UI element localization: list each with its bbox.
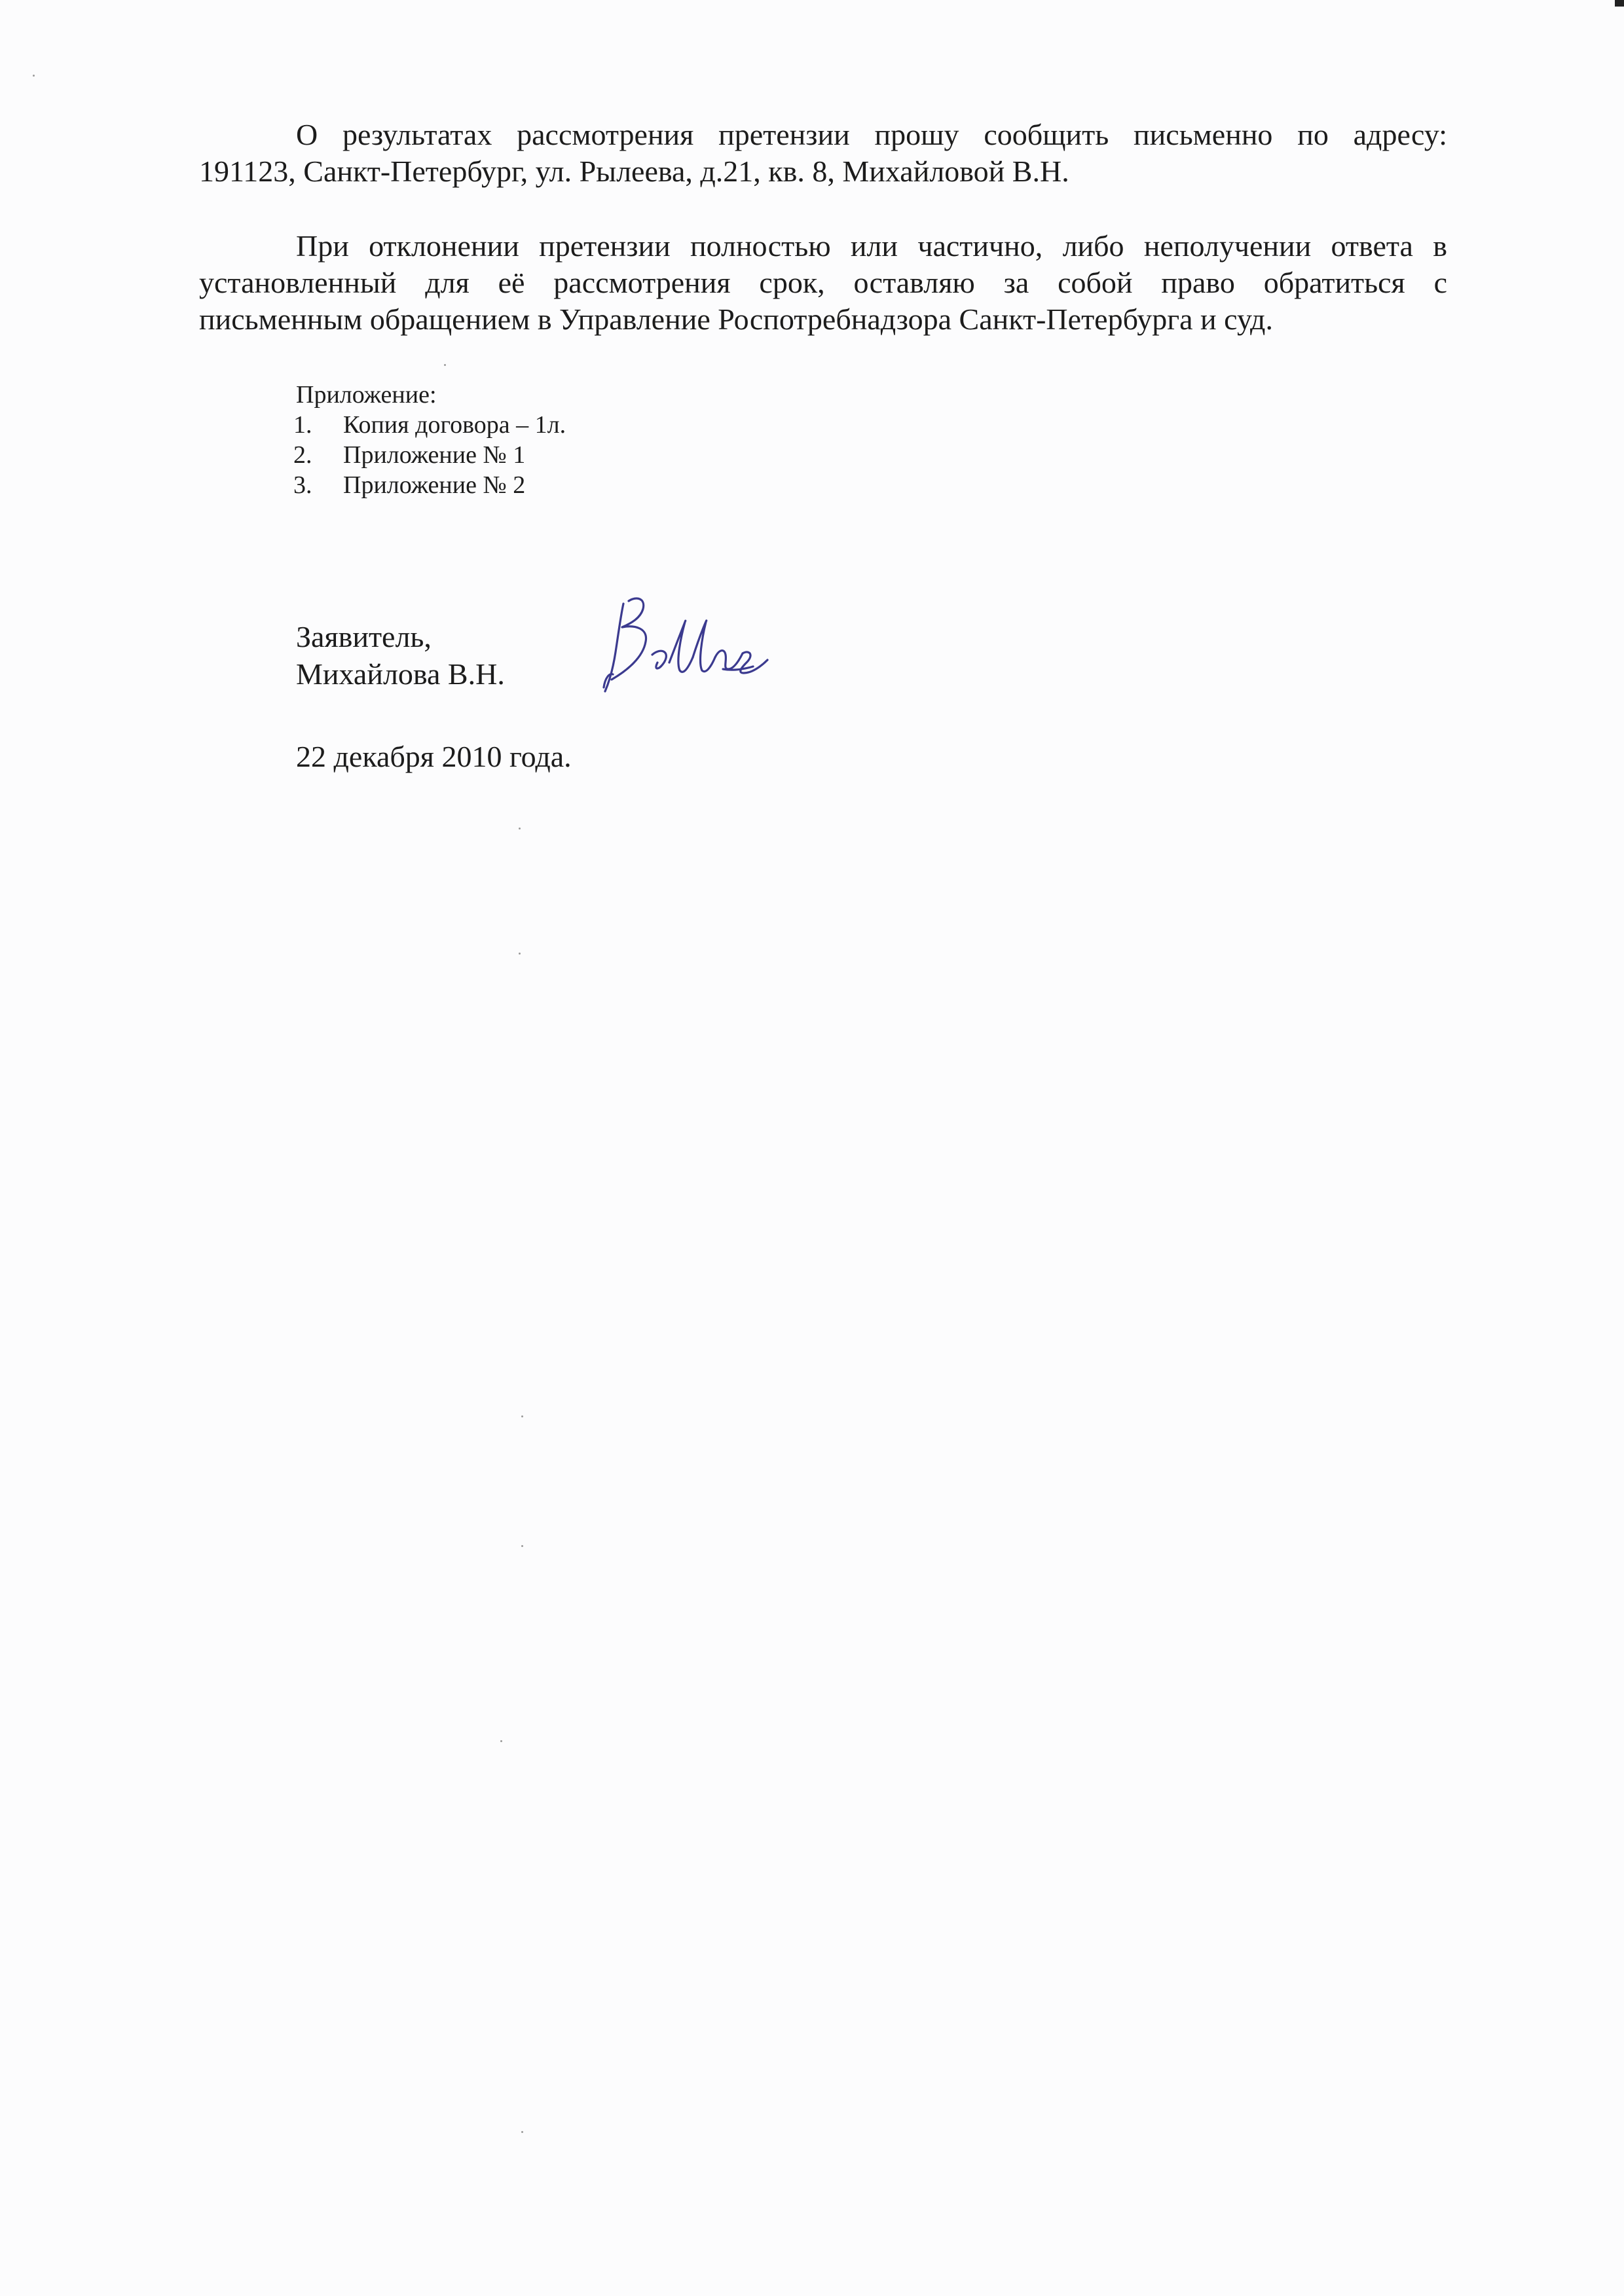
list-item-number: 3. (293, 471, 312, 499)
scan-speck (521, 2131, 523, 2133)
scan-speck (519, 953, 521, 955)
appendix-list (293, 380, 568, 500)
list-item-text: Приложение № 2 (343, 471, 526, 499)
list-item (293, 440, 566, 470)
paragraph-response-address (199, 117, 1447, 190)
scan-speck (519, 828, 521, 829)
paragraph-rejection-rights (199, 228, 1447, 338)
list-item-text: Копия договора – 1л. (343, 411, 566, 439)
list-item-number: 1. (293, 411, 312, 439)
paragraph-line: 191123, Санкт-Петербург, ул. Рылеева, д.21, кв. 8, Михайловой В.Н. (199, 155, 1069, 188)
paragraph-line: письменным обращением в Управление Роспотребнадзора Санкт-Петербурга и суд. (199, 302, 1273, 336)
applicant-name: Михайлова В.Н. (296, 657, 505, 691)
paragraph-line: О результатах рассмотрения претензии прошу сообщить письменно по адресу: (296, 118, 1447, 151)
applicant-block (296, 618, 505, 693)
paragraph-line: установленный для её рассмотрения срок, оставляю за собой право обратиться с (199, 266, 1447, 299)
applicant-role: Заявитель, (296, 620, 432, 653)
handwritten-signature (589, 589, 773, 701)
scan-speck (521, 1545, 523, 1547)
appendix-items (293, 410, 566, 500)
scan-speck (444, 364, 446, 366)
list-item-number: 2. (293, 441, 312, 469)
scan-corner-mark (1615, 0, 1624, 7)
list-item (293, 410, 566, 440)
appendix-title: Приложение: (296, 381, 437, 409)
list-item (293, 470, 566, 500)
scan-speck (500, 1740, 502, 1742)
scan-speck (521, 1415, 523, 1417)
paragraph-line: При отклонении претензии полностью или частично, либо неполучении ответа в (296, 229, 1447, 263)
list-item-text: Приложение № 1 (343, 441, 526, 469)
document-date: 22 декабря 2010 года. (296, 740, 572, 773)
scan-speck (33, 75, 35, 77)
